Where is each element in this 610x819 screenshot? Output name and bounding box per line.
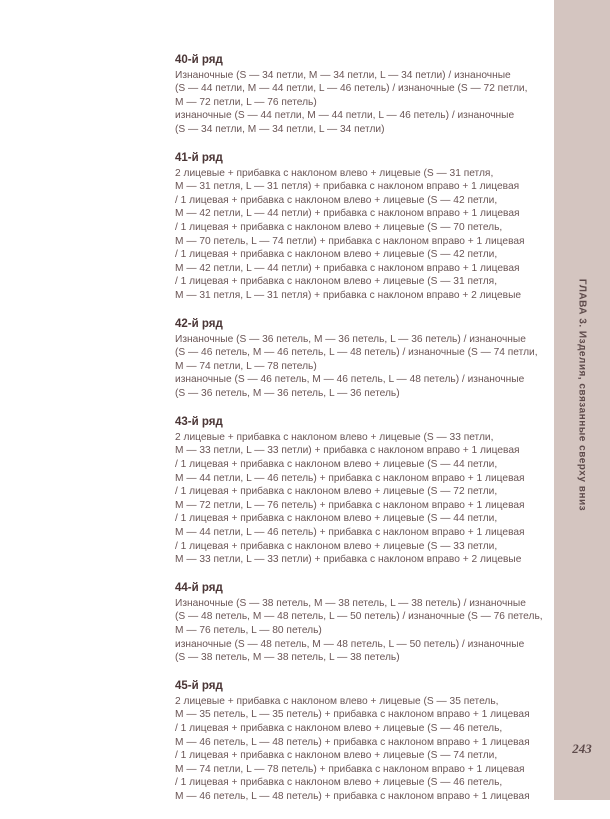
instruction-line: M — 72 петли, L — 76 петель) <box>175 96 317 108</box>
row-heading: 43-й ряд <box>175 416 223 429</box>
instruction-line: изнаночные (S — 46 петель, M — 46 петель, L — 48 петель) / изнаночные <box>175 374 525 386</box>
instruction-line: M — 46 петель, L — 48 петель) + прибавка с наклоном вправо + 1 лицевая <box>175 736 530 748</box>
instruction-line: M — 31 петля, L — 31 петля) + прибавка с наклоном вправо + 1 лицевая <box>175 181 520 193</box>
pattern-row-block <box>175 582 547 665</box>
row-heading: 45-й ряд <box>175 680 223 693</box>
pattern-row-block <box>175 416 547 567</box>
chapter-title: ГЛАВА 3. Изделия, связанные сверху вниз <box>576 278 588 512</box>
instruction-line: Изнаночные (S — 36 петель, M — 36 петель, L — 36 петель) / изнаночные <box>175 333 526 345</box>
instruction-line: / 1 лицевая + прибавка с наклоном влево + лицевые (S — 44 петли, <box>175 458 498 470</box>
row-heading: 44-й ряд <box>175 582 223 595</box>
instruction-line: M — 74 петли, L — 78 петель) + прибавка с наклоном вправо + 1 лицевая <box>175 763 525 775</box>
instruction-line: (S — 34 петли, M — 34 петли, L — 34 петли) <box>175 123 385 135</box>
instruction-line: / 1 лицевая + прибавка с наклоном влево + лицевые (S — 70 петель, <box>175 222 503 234</box>
instruction-line: (S — 46 петель, M — 46 петель, L — 48 петель) / изнаночные (S — 74 петли, <box>175 347 538 359</box>
instruction-line: / 1 лицевая + прибавка с наклоном влево + лицевые (S — 31 петля, <box>175 276 498 288</box>
instruction-line: 2 лицевые + прибавка с наклоном влево + лицевые (S — 35 петель, <box>175 695 499 707</box>
instruction-line: / 1 лицевая + прибавка с наклоном влево + лицевые (S — 44 петли, <box>175 513 498 525</box>
instruction-line: M — 46 петель, L — 48 петель) + прибавка с наклоном вправо + 1 лицевая <box>175 791 530 802</box>
instruction-line: изнаночные (S — 48 петель, M — 48 петель, L — 50 петель) / изнаночные <box>175 638 525 650</box>
instruction-line: M — 70 петель, L — 74 петли) + прибавка с наклоном вправо + 1 лицевая <box>175 235 525 247</box>
row-heading: 41-й ряд <box>175 152 223 165</box>
instruction-line: 2 лицевые + прибавка с наклоном влево + лицевые (S — 31 петля, <box>175 167 494 179</box>
instruction-line: (S — 44 петли, M — 44 петли, L — 46 петель) / изнаночные (S — 72 петли, <box>175 83 528 95</box>
instruction-line: (S — 38 петель, M — 38 петель, L — 38 петель) <box>175 652 400 664</box>
instruction-line: M — 44 петли, L — 46 петель) + прибавка с наклоном вправо + 1 лицевая <box>175 472 525 484</box>
row-heading: 40-й ряд <box>175 54 223 66</box>
instruction-line: (S — 48 петель, M — 48 петель, L — 50 петель) / изнаночные (S — 76 петель, <box>175 611 543 623</box>
instruction-line: / 1 лицевая + прибавка с наклоном влево + лицевые (S — 46 петель, <box>175 777 503 789</box>
instruction-line: M — 35 петель, L — 35 петель) + прибавка с наклоном вправо + 1 лицевая <box>175 709 530 721</box>
instruction-line: M — 31 петля, L — 31 петля) + прибавка с наклоном вправо + 2 лицевые <box>175 290 522 301</box>
instruction-line: M — 72 петли, L — 76 петель) + прибавка с наклоном вправо + 1 лицевая <box>175 499 525 511</box>
instruction-line: M — 42 петли, L — 44 петли) + прибавка с наклоном вправо + 1 лицевая <box>175 208 520 220</box>
instruction-line: / 1 лицевая + прибавка с наклоном влево + лицевые (S — 46 петель, <box>175 723 503 735</box>
instruction-line: M — 33 петли, L — 33 петли) + прибавка с наклоном вправо + 2 лицевые <box>175 554 522 566</box>
instruction-line: / 1 лицевая + прибавка с наклоном влево + лицевые (S — 74 петли, <box>175 750 498 762</box>
instruction-line: Изнаночные (S — 34 петли, M — 34 петли, L — 34 петли) / изнаночные <box>175 69 511 81</box>
instruction-line: / 1 лицевая + прибавка с наклоном влево + лицевые (S — 42 петли, <box>175 249 498 261</box>
page-number: 243 <box>572 741 592 756</box>
pattern-row-block <box>175 318 547 401</box>
instruction-line: M — 33 петли, L — 33 петли) + прибавка с наклоном вправо + 1 лицевая <box>175 445 520 457</box>
pattern-row-block <box>175 152 547 303</box>
instruction-line: M — 76 петель, L — 80 петель) <box>175 624 322 636</box>
pattern-row-block <box>175 680 547 803</box>
pattern-instructions <box>175 54 547 819</box>
instruction-line: (S — 36 петель, M — 36 петель, L — 36 петель) <box>175 388 400 400</box>
pattern-row-block <box>175 54 547 137</box>
instruction-line: изнаночные (S — 44 петли, M — 44 петли, L — 46 петель) / изнаночные <box>175 110 515 122</box>
instruction-line: / 1 лицевая + прибавка с наклоном влево + лицевые (S — 72 петли, <box>175 486 498 498</box>
instruction-line: 2 лицевые + прибавка с наклоном влево + лицевые (S — 33 петли, <box>175 431 494 443</box>
instruction-line: Изнаночные (S — 38 петель, M — 38 петель, L — 38 петель) / изнаночные <box>175 597 526 609</box>
row-heading: 42-й ряд <box>175 318 223 331</box>
instruction-line: M — 44 петли, L — 46 петель) + прибавка с наклоном вправо + 1 лицевая <box>175 526 525 538</box>
instruction-line: M — 74 петли, L — 78 петель) <box>175 360 317 372</box>
instruction-line: / 1 лицевая + прибавка с наклоном влево + лицевые (S — 33 петли, <box>175 540 498 552</box>
instruction-line: / 1 лицевая + прибавка с наклоном влево + лицевые (S — 42 петли, <box>175 194 498 206</box>
instruction-line: M — 42 петли, L — 44 петли) + прибавка с наклоном вправо + 1 лицевая <box>175 262 520 274</box>
